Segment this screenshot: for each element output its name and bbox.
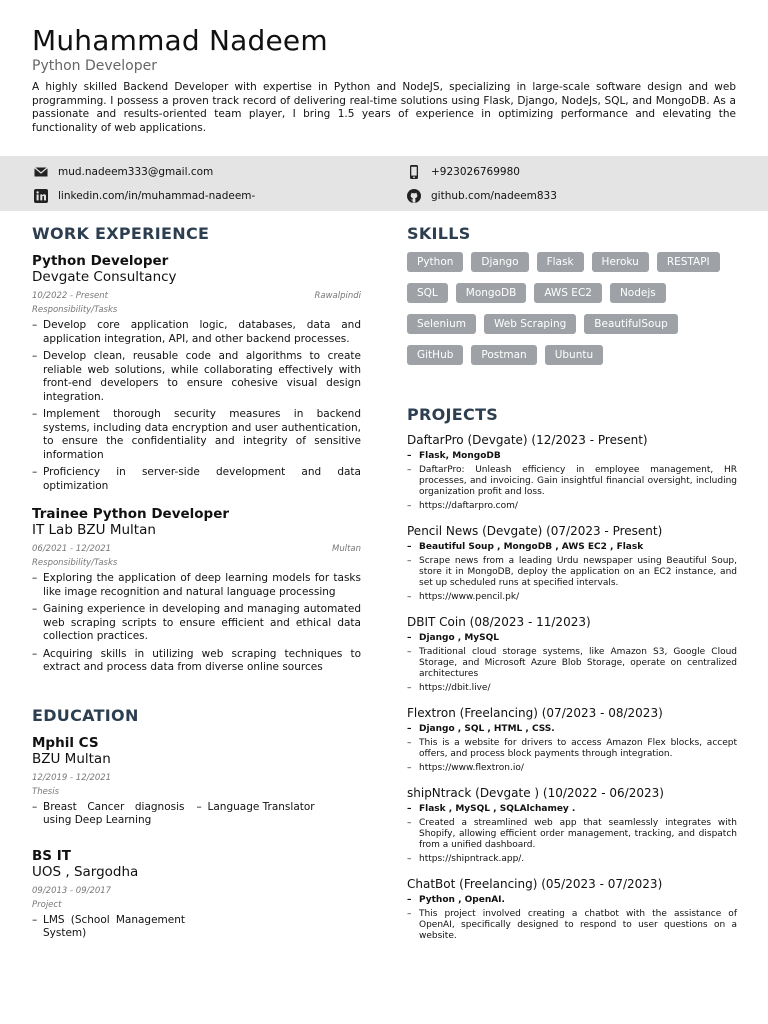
skill-chip: AWS EC2: [534, 283, 602, 303]
project-description: – This is a website for drivers to access Amazon Flex blocks, accept offers, and process block payments through integration.: [407, 738, 737, 760]
list-item: – LMS (School Management System): [32, 914, 197, 941]
job-subheading: Responsibility/Tasks: [32, 558, 118, 568]
job-title: Python Developer: [32, 253, 169, 269]
list-item: – Develop core application logic, databases, data and application integration, API, and other backend processes.: [32, 319, 361, 346]
list-item: – Gaining experience in developing and managing automated web scraping scripts to ensure efficient and ethical data collection practices.: [32, 603, 361, 644]
project-details: [407, 724, 737, 774]
phone-text[interactable]: +923026769980: [431, 166, 520, 178]
skill-chip: MongoDB: [456, 283, 527, 303]
job-bullets: [32, 572, 361, 675]
project-url[interactable]: – https://www.flextron.io/: [407, 763, 737, 774]
job-bullets: [32, 319, 361, 493]
project-entry: [407, 432, 737, 512]
skill-chip: GitHub: [407, 345, 463, 365]
email-text[interactable]: mud.nadeem333@gmail.com: [58, 166, 214, 178]
contact-email[interactable]: [34, 165, 213, 179]
job-location: Multan: [331, 544, 361, 554]
project-tech: – Flask , MySQL , SQLAlchamey .: [407, 804, 737, 815]
skill-chip: Postman: [471, 345, 536, 365]
project-description: – This project involved creating a chatbot with the assistance of OpenAI, specifically designed to respond to user questions on a website.: [407, 909, 737, 942]
education-entry: [32, 848, 361, 945]
envelope-icon: [34, 165, 48, 179]
project-url[interactable]: – https://daftarpro.com/: [407, 501, 737, 512]
github-text[interactable]: github.com/nadeem833: [431, 190, 557, 202]
job-dates: 06/2021 - 12/2021: [32, 544, 112, 554]
job-dates: 10/2022 - Present: [32, 291, 109, 301]
project-description: – Scrape news from a leading Urdu newspaper using Beautiful Soup, store it in MongoDB, deploy the application on an EC2 instance, and set up scheduled runs at specified intervals.: [407, 556, 737, 589]
education-subheading: Project: [32, 899, 62, 910]
skill-chip: Django: [471, 252, 528, 272]
project-details: [407, 804, 737, 865]
contact-phone[interactable]: [407, 165, 520, 179]
skill-chip: Python: [407, 252, 463, 272]
job-organization: Devgate Consultancy: [32, 269, 177, 285]
list-item: – Exploring the application of deep learning models for tasks like image recognition and natural language processing: [32, 572, 361, 599]
skill-chip: Selenium: [407, 314, 476, 334]
degree-title: Mphil CS: [32, 734, 99, 751]
project-tech: – Django , MySQL: [407, 633, 737, 644]
project-tech: – Flask, MongoDB: [407, 451, 737, 462]
skills-heading: SKILLS: [407, 224, 471, 243]
job-meta: [32, 543, 361, 555]
skill-chip: Flask: [537, 252, 584, 272]
skill-chip: BeautifulSoup: [584, 314, 677, 334]
list-item: – Acquiring skills in utilizing web scraping techniques to extract and process data from diverse online sources: [32, 648, 361, 675]
project-url[interactable]: – https://shipntrack.app/.: [407, 854, 737, 865]
project-description: – DaftarPro: Unleash efficiency in employee management, HR processes, and invoicing. Gain insightful financial oversight, including organization profit and loss.: [407, 465, 737, 498]
school-name: BZU Multan: [32, 750, 111, 767]
project-title: shipNtrack (Devgate ) (10/2022 - 06/2023): [407, 786, 664, 800]
skill-chip: Web Scraping: [484, 314, 576, 334]
education-dates: 09/2013 - 09/2017: [32, 885, 112, 896]
skills-list: [407, 252, 737, 376]
project-title: DaftarPro (Devgate) (12/2023 - Present): [407, 433, 648, 447]
project-entry: [407, 705, 737, 774]
skill-chip: Heroku: [592, 252, 649, 272]
job-organization: IT Lab BZU Multan: [32, 522, 156, 538]
project-entry: [407, 614, 737, 694]
project-title: Flextron (Freelancing) (07/2023 - 08/2023): [407, 706, 663, 720]
linkedin-icon: [34, 189, 48, 203]
right-column: [407, 224, 737, 953]
education-heading: EDUCATION: [32, 705, 139, 725]
skill-chip: Ubuntu: [545, 345, 603, 365]
project-tech: – Django , SQL , HTML , CSS.: [407, 724, 737, 735]
project-tech: – Beautiful Soup , MongoDB , AWS EC2 , Flask: [407, 542, 737, 553]
list-item: – Language Translator: [197, 801, 362, 828]
job-subheading: Responsibility/Tasks: [32, 305, 118, 315]
project-title: ChatBot (Freelancing) (05/2023 - 07/2023): [407, 877, 663, 891]
project-description: – Created a streamlined web app that seamlessly integrates with Shopify, allowing efficient order management, tracking, and dispatch from a unified dashboard.: [407, 818, 737, 851]
education-list: [32, 801, 361, 832]
education-list: [32, 914, 361, 945]
skill-chip: RESTAPI: [657, 252, 720, 272]
job-location: Rawalpindi: [314, 291, 361, 301]
phone-icon: [407, 165, 421, 179]
education-dates: 12/2019 - 12/2021: [32, 772, 112, 783]
resume-summary: A highly skilled Backend Developer with expertise in Python and NodeJS, specializing in large-scale software design and web programming. I possess a proven track record of delivering real-time solutions using Flask, Django, NodeJs, SQL, and MongoDB. As a passionate and results-oriented team player, I bring 1.5 years of experience in optimizing performance and elevating the functionality of web applications.: [32, 81, 736, 134]
projects-heading: PROJECTS: [407, 405, 499, 424]
job-entry: [32, 506, 361, 675]
project-entry: [407, 785, 737, 865]
project-tech: – Python , OpenAI.: [407, 895, 737, 906]
project-entry: [407, 523, 737, 603]
project-url[interactable]: – https://www.pencil.pk/: [407, 592, 737, 603]
project-details: [407, 895, 737, 942]
resume-role: Python Developer: [32, 58, 157, 74]
skill-chip: Nodejs: [610, 283, 666, 303]
project-details: [407, 633, 737, 694]
job-title: Trainee Python Developer: [32, 506, 230, 522]
project-details: [407, 542, 737, 603]
project-url[interactable]: – https://dbit.live/: [407, 683, 737, 694]
github-icon: [407, 189, 421, 203]
contact-github[interactable]: [407, 189, 557, 203]
job-meta: [32, 290, 361, 302]
project-title: Pencil News (Devgate) (07/2023 - Present): [407, 524, 663, 538]
work-experience-heading: WORK EXPERIENCE: [32, 224, 210, 243]
degree-title: BS IT: [32, 847, 71, 864]
skill-chip: SQL: [407, 283, 448, 303]
resume-name: Muhammad Nadeem: [32, 24, 328, 57]
project-title: DBIT Coin (08/2023 - 11/2023): [407, 615, 591, 629]
school-name: UOS , Sargodha: [32, 863, 139, 880]
list-item: – Implement thorough security measures in backend systems, including data encryption and user authentication, to ensure the confidentiality and integrity of sensitive information: [32, 408, 361, 462]
education-meta: [32, 885, 361, 897]
project-entry: [407, 876, 737, 942]
project-description: – Traditional cloud storage systems, like Amazon S3, Google Cloud Storage, and Microsoft Azure Blob Storage, operate on centralized architectures: [407, 647, 737, 680]
list-item: – Develop clean, reusable code and algorithms to create reliable web solutions, while collaborating effectively with front-end developers to ensure cohesive visual design integration.: [32, 350, 361, 404]
education-meta: [32, 772, 361, 784]
education-entry: [32, 735, 361, 832]
education-subheading: Thesis: [32, 786, 60, 797]
project-details: [407, 451, 737, 512]
list-item: – Proficiency in server-side development and data optimization: [32, 466, 361, 493]
left-column: [32, 224, 361, 945]
job-entry: [32, 253, 361, 493]
list-item: – Breast Cancer diagnosis using Deep Learning: [32, 801, 197, 828]
linkedin-text[interactable]: linkedin.com/in/muhammad-nadeem-: [58, 190, 256, 202]
contact-linkedin[interactable]: [34, 189, 255, 203]
